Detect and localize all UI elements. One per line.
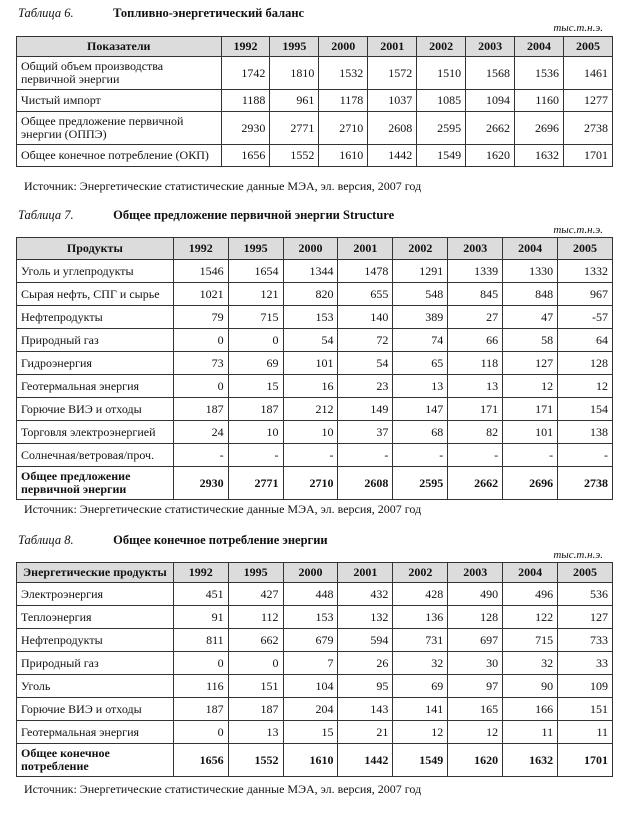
- row-label: Геотермальная энергия: [17, 375, 174, 398]
- year-header: 1995: [270, 37, 319, 57]
- cell-value: -: [173, 444, 228, 467]
- table7-caption: [18, 208, 394, 223]
- cell-value: 1549: [417, 145, 466, 167]
- year-header: 1995: [228, 563, 283, 583]
- cell-value: 140: [338, 306, 393, 329]
- row-label: Электроэнергия: [17, 583, 174, 606]
- cell-value: 13: [393, 375, 448, 398]
- cell-value: 1344: [283, 260, 338, 283]
- year-header: 2005: [563, 37, 612, 57]
- cell-value: 1656: [221, 145, 270, 167]
- row-label: Горючие ВИЭ и отходы: [17, 398, 174, 421]
- cell-value: 1610: [319, 145, 368, 167]
- year-header: 2004: [503, 238, 558, 260]
- table6-number: Таблица 6.: [18, 6, 74, 20]
- total-label: Общее конечное потребление: [17, 744, 174, 777]
- cell-value: 0: [173, 375, 228, 398]
- year-header: 2002: [417, 37, 466, 57]
- cell-value: 697: [448, 629, 503, 652]
- year-header: 2003: [448, 238, 503, 260]
- cell-value: 151: [558, 698, 613, 721]
- cell-value: 536: [558, 583, 613, 606]
- year-header: 2005: [558, 563, 613, 583]
- year-header: 2003: [466, 37, 515, 57]
- cell-value: 15: [283, 721, 338, 744]
- cell-value: 655: [338, 283, 393, 306]
- cell-value: 66: [448, 329, 503, 352]
- cell-value: 74: [393, 329, 448, 352]
- year-header: 1992: [173, 238, 228, 260]
- cell-value: 54: [283, 329, 338, 352]
- total-label: Общее предложение первичной энергии: [17, 467, 174, 500]
- row-label: Солнечная/ветровая/проч.: [17, 444, 174, 467]
- cell-value: 1701: [558, 744, 613, 777]
- cell-value: 0: [228, 652, 283, 675]
- row-label: Общий объем производства первичной энергии: [17, 57, 222, 90]
- cell-value: 65: [393, 352, 448, 375]
- cell-value: 389: [393, 306, 448, 329]
- cell-value: 1552: [270, 145, 319, 167]
- cell-value: 1532: [319, 57, 368, 90]
- cell-value: 715: [503, 629, 558, 652]
- cell-value: 27: [448, 306, 503, 329]
- cell-value: 427: [228, 583, 283, 606]
- cell-value: 1546: [173, 260, 228, 283]
- cell-value: 0: [228, 329, 283, 352]
- cell-value: 1330: [503, 260, 558, 283]
- cell-value: 2608: [368, 112, 417, 145]
- cell-value: 187: [228, 698, 283, 721]
- cell-value: 128: [448, 606, 503, 629]
- cell-value: 1632: [503, 744, 558, 777]
- cell-value: 101: [503, 421, 558, 444]
- cell-value: 26: [338, 652, 393, 675]
- cell-value: 1021: [173, 283, 228, 306]
- cell-value: 23: [338, 375, 393, 398]
- cell-value: 1332: [558, 260, 613, 283]
- cell-value: 1510: [417, 57, 466, 90]
- cell-value: 7: [283, 652, 338, 675]
- cell-value: 1620: [466, 145, 515, 167]
- cell-value: 10: [283, 421, 338, 444]
- row-label: Горючие ВИЭ и отходы: [17, 698, 174, 721]
- cell-value: 127: [503, 352, 558, 375]
- cell-value: 428: [393, 583, 448, 606]
- cell-value: 12: [448, 721, 503, 744]
- cell-value: 1442: [368, 145, 417, 167]
- row-label: Сырая нефть, СПГ и сырье: [17, 283, 174, 306]
- cell-value: 187: [173, 398, 228, 421]
- cell-value: 136: [393, 606, 448, 629]
- cell-value: 2771: [270, 112, 319, 145]
- cell-value: 122: [503, 606, 558, 629]
- cell-value: 1037: [368, 90, 417, 112]
- cell-value: 1178: [319, 90, 368, 112]
- cell-value: 1160: [515, 90, 564, 112]
- year-header: 1995: [228, 238, 283, 260]
- table7-body: [17, 260, 613, 500]
- cell-value: 151: [228, 675, 283, 698]
- cell-value: 811: [173, 629, 228, 652]
- cell-value: 116: [173, 675, 228, 698]
- table8-header-label: Энергетические продукты: [17, 563, 174, 583]
- cell-value: 32: [393, 652, 448, 675]
- cell-value: 2595: [417, 112, 466, 145]
- cell-value: 490: [448, 583, 503, 606]
- cell-value: 91: [173, 606, 228, 629]
- cell-value: 548: [393, 283, 448, 306]
- cell-value: 10: [228, 421, 283, 444]
- cell-value: 1188: [221, 90, 270, 112]
- table-row: [17, 306, 613, 329]
- cell-value: 58: [503, 329, 558, 352]
- table7-header-row: [17, 238, 613, 260]
- cell-value: 69: [393, 675, 448, 698]
- year-header: 1992: [221, 37, 270, 57]
- cell-value: 451: [173, 583, 228, 606]
- cell-value: -: [338, 444, 393, 467]
- table6-header-label: Показатели: [17, 37, 222, 57]
- cell-value: 82: [448, 421, 503, 444]
- cell-value: 2710: [319, 112, 368, 145]
- cell-value: 1742: [221, 57, 270, 90]
- row-label: Нефтепродукты: [17, 306, 174, 329]
- table-row: [17, 629, 613, 652]
- table-row: [17, 606, 613, 629]
- year-header: 2001: [338, 238, 393, 260]
- cell-value: 13: [448, 375, 503, 398]
- row-label: Чистый импорт: [17, 90, 222, 112]
- table6-body: [17, 57, 613, 167]
- cell-value: 432: [338, 583, 393, 606]
- cell-value: 961: [270, 90, 319, 112]
- table8: [16, 562, 613, 777]
- cell-value: 733: [558, 629, 613, 652]
- year-header: 2002: [393, 563, 448, 583]
- year-header: 2002: [393, 238, 448, 260]
- cell-value: 1568: [466, 57, 515, 90]
- table-row: [17, 57, 613, 90]
- cell-value: 15: [228, 375, 283, 398]
- year-header: 2001: [368, 37, 417, 57]
- cell-value: 37: [338, 421, 393, 444]
- table8-header-row: [17, 563, 613, 583]
- cell-value: 24: [173, 421, 228, 444]
- table-row: [17, 145, 613, 167]
- table-row: [17, 283, 613, 306]
- cell-value: 2738: [558, 467, 613, 500]
- table-row: [17, 421, 613, 444]
- cell-value: 33: [558, 652, 613, 675]
- cell-value: 496: [503, 583, 558, 606]
- table-row: [17, 675, 613, 698]
- cell-value: 2930: [173, 467, 228, 500]
- table7-number: Таблица 7.: [18, 208, 74, 222]
- table-total-row: [17, 744, 613, 777]
- year-header: 2004: [503, 563, 558, 583]
- cell-value: 662: [228, 629, 283, 652]
- table6-header-row: [17, 37, 613, 57]
- row-label: Общее конечное потребление (ОКП): [17, 145, 222, 167]
- year-header: 1992: [173, 563, 228, 583]
- row-label: Общее предложение первичной энергии (ОППЭ): [17, 112, 222, 145]
- year-header: 2000: [283, 238, 338, 260]
- cell-value: 1277: [563, 90, 612, 112]
- cell-value: 1656: [173, 744, 228, 777]
- cell-value: 128: [558, 352, 613, 375]
- cell-value: 12: [393, 721, 448, 744]
- cell-value: 2595: [393, 467, 448, 500]
- cell-value: 0: [173, 652, 228, 675]
- row-label: Уголь: [17, 675, 174, 698]
- cell-value: 121: [228, 283, 283, 306]
- cell-value: 171: [448, 398, 503, 421]
- cell-value: 1572: [368, 57, 417, 90]
- cell-value: 127: [558, 606, 613, 629]
- cell-value: 109: [558, 675, 613, 698]
- cell-value: 1094: [466, 90, 515, 112]
- table-total-row: [17, 467, 613, 500]
- cell-value: 1478: [338, 260, 393, 283]
- cell-value: 594: [338, 629, 393, 652]
- cell-value: 64: [558, 329, 613, 352]
- table8-title: Общее конечное потребление энергии: [113, 533, 328, 547]
- cell-value: 118: [448, 352, 503, 375]
- cell-value: 30: [448, 652, 503, 675]
- cell-value: 68: [393, 421, 448, 444]
- year-header: 2000: [283, 563, 338, 583]
- cell-value: 1291: [393, 260, 448, 283]
- table8-caption: [18, 533, 328, 548]
- cell-value: 12: [558, 375, 613, 398]
- cell-value: -: [448, 444, 503, 467]
- cell-value: 1085: [417, 90, 466, 112]
- cell-value: 11: [503, 721, 558, 744]
- cell-value: 166: [503, 698, 558, 721]
- cell-value: 0: [173, 329, 228, 352]
- table8-number: Таблица 8.: [18, 533, 74, 547]
- cell-value: 12: [503, 375, 558, 398]
- cell-value: -: [228, 444, 283, 467]
- cell-value: 143: [338, 698, 393, 721]
- table-row: [17, 112, 613, 145]
- cell-value: 2608: [338, 467, 393, 500]
- cell-value: 11: [558, 721, 613, 744]
- table-row: [17, 721, 613, 744]
- cell-value: 21: [338, 721, 393, 744]
- table8-source: Источник: Энергетические статистические данные МЭА, эл. версия, 2007 год: [24, 782, 422, 796]
- row-label: Гидроэнергия: [17, 352, 174, 375]
- row-label: Нефтепродукты: [17, 629, 174, 652]
- table7-header-label: Продукты: [17, 238, 174, 260]
- cell-value: 13: [228, 721, 283, 744]
- table-row: [17, 583, 613, 606]
- cell-value: 149: [338, 398, 393, 421]
- cell-value: 95: [338, 675, 393, 698]
- cell-value: -: [393, 444, 448, 467]
- year-header: 2001: [338, 563, 393, 583]
- cell-value: 820: [283, 283, 338, 306]
- cell-value: 1461: [563, 57, 612, 90]
- row-label: Теплоэнергия: [17, 606, 174, 629]
- cell-value: 138: [558, 421, 613, 444]
- cell-value: -57: [558, 306, 613, 329]
- cell-value: 448: [283, 583, 338, 606]
- cell-value: 104: [283, 675, 338, 698]
- row-label: Природный газ: [17, 329, 174, 352]
- cell-value: 1549: [393, 744, 448, 777]
- table-row: [17, 352, 613, 375]
- cell-value: 171: [503, 398, 558, 421]
- cell-value: 1552: [228, 744, 283, 777]
- cell-value: 153: [283, 606, 338, 629]
- cell-value: 132: [338, 606, 393, 629]
- table7-unit: тыс.т.н.э.: [553, 224, 603, 236]
- cell-value: 967: [558, 283, 613, 306]
- cell-value: 715: [228, 306, 283, 329]
- cell-value: 1442: [338, 744, 393, 777]
- cell-value: -: [503, 444, 558, 467]
- table6: [16, 36, 613, 167]
- table-row: [17, 90, 613, 112]
- cell-value: 731: [393, 629, 448, 652]
- cell-value: 153: [283, 306, 338, 329]
- cell-value: 72: [338, 329, 393, 352]
- table-row: [17, 444, 613, 467]
- table6-title: Топливно-энергетический баланс: [113, 6, 305, 20]
- cell-value: 54: [338, 352, 393, 375]
- table8-body: [17, 583, 613, 777]
- cell-value: 97: [448, 675, 503, 698]
- cell-value: 141: [393, 698, 448, 721]
- cell-value: -: [558, 444, 613, 467]
- cell-value: 47: [503, 306, 558, 329]
- cell-value: 90: [503, 675, 558, 698]
- table-row: [17, 698, 613, 721]
- cell-value: 1654: [228, 260, 283, 283]
- row-label: Уголь и углепродукты: [17, 260, 174, 283]
- cell-value: 1620: [448, 744, 503, 777]
- cell-value: 845: [448, 283, 503, 306]
- year-header: 2005: [558, 238, 613, 260]
- cell-value: 16: [283, 375, 338, 398]
- table7-title: Общее предложение первичной энергии Structure: [113, 208, 395, 222]
- table-row: [17, 652, 613, 675]
- cell-value: 147: [393, 398, 448, 421]
- table6-caption: [18, 6, 304, 21]
- cell-value: 2710: [283, 467, 338, 500]
- table-row: [17, 375, 613, 398]
- row-label: Торговля электроэнергией: [17, 421, 174, 444]
- cell-value: 679: [283, 629, 338, 652]
- table7: [16, 237, 613, 500]
- cell-value: 0: [173, 721, 228, 744]
- cell-value: 2662: [448, 467, 503, 500]
- table-row: [17, 398, 613, 421]
- cell-value: 2771: [228, 467, 283, 500]
- cell-value: 32: [503, 652, 558, 675]
- table-row: [17, 260, 613, 283]
- cell-value: 154: [558, 398, 613, 421]
- cell-value: 2662: [466, 112, 515, 145]
- cell-value: 69: [228, 352, 283, 375]
- year-header: 2000: [319, 37, 368, 57]
- cell-value: 1810: [270, 57, 319, 90]
- year-header: 2004: [515, 37, 564, 57]
- cell-value: 79: [173, 306, 228, 329]
- cell-value: 1610: [283, 744, 338, 777]
- cell-value: 2738: [563, 112, 612, 145]
- cell-value: -: [283, 444, 338, 467]
- cell-value: 212: [283, 398, 338, 421]
- cell-value: 2930: [221, 112, 270, 145]
- cell-value: 187: [228, 398, 283, 421]
- row-label: Природный газ: [17, 652, 174, 675]
- table8-unit: тыс.т.н.э.: [553, 549, 603, 561]
- cell-value: 1339: [448, 260, 503, 283]
- table-row: [17, 329, 613, 352]
- table7-source: Источник: Энергетические статистические данные МЭА, эл. версия, 2007 год: [24, 502, 422, 516]
- cell-value: 101: [283, 352, 338, 375]
- cell-value: 848: [503, 283, 558, 306]
- cell-value: 1536: [515, 57, 564, 90]
- row-label: Геотермальная энергия: [17, 721, 174, 744]
- cell-value: 187: [173, 698, 228, 721]
- cell-value: 2696: [515, 112, 564, 145]
- year-header: 2003: [448, 563, 503, 583]
- cell-value: 2696: [503, 467, 558, 500]
- cell-value: 112: [228, 606, 283, 629]
- table6-source: Источник: Энергетические статистические данные МЭА, эл. версия, 2007 год: [24, 179, 422, 193]
- cell-value: 204: [283, 698, 338, 721]
- table6-unit: тыс.т.н.э.: [553, 22, 603, 34]
- cell-value: 73: [173, 352, 228, 375]
- cell-value: 165: [448, 698, 503, 721]
- cell-value: 1632: [515, 145, 564, 167]
- cell-value: 1701: [563, 145, 612, 167]
